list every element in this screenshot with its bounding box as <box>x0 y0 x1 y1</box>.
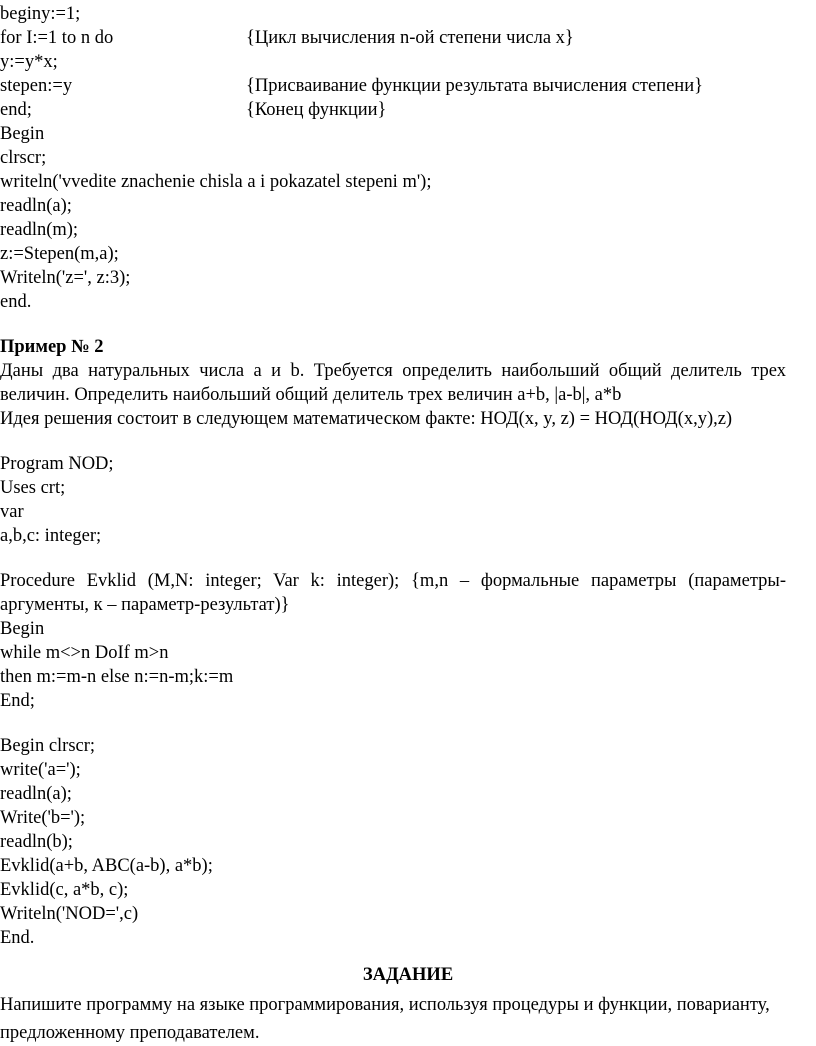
code-line: stepen:=y <box>0 76 73 96</box>
task-text-line: предложенному преподавателем. <box>0 1023 260 1043</box>
example-paragraph-line: величин. Определить наибольший общий делитель трех величин a+b, |a-b|, a*b <box>0 385 622 405</box>
example-heading: Пример № 2 <box>0 337 104 357</box>
example-paragraph-line: Даны два натуральных числа a и b. Требуется определить наибольший общий делитель трех <box>0 361 786 381</box>
code-line: Program NOD; <box>0 454 114 474</box>
code-line: readln(a); <box>0 784 72 804</box>
code-line: Uses crt; <box>0 478 66 498</box>
code-comment: {Цикл вычисления n-ой степени числа x} <box>246 28 574 48</box>
task-heading: ЗАДАНИЕ <box>362 965 454 985</box>
task-text-line: Напишите программу на языке программирования, используя процедуры и функции, поварианту, <box>0 995 770 1015</box>
code-line: Begin <box>0 124 45 144</box>
code-line: a,b,c: integer; <box>0 526 102 546</box>
code-line: for I:=1 to n do <box>0 28 114 48</box>
code-line: then m:=m-n else n:=n-m;k:=m <box>0 667 234 687</box>
code-line: Begin clrscr; <box>0 736 96 756</box>
code-line: beginy:=1; <box>0 4 81 24</box>
code-line: Evklid(a+b, ABC(a-b), a*b); <box>0 856 213 876</box>
code-line: Writeln('z=', z:3); <box>0 268 131 288</box>
code-line: y:=y*x; <box>0 52 58 72</box>
code-line: Write('b='); <box>0 808 86 828</box>
code-line: end. <box>0 292 32 312</box>
procedure-declaration: Procedure Evklid (M,N: integer; Var k: integer); {m,n – формальные параметры (параметры- <box>0 571 786 591</box>
example-paragraph-line: Идея решения состоит в следующем математическом факте: НОД(x, y, z) = НОД(НОД(x,y),z) <box>0 409 733 429</box>
code-line: clrscr; <box>0 148 47 168</box>
code-line: z:=Stepen(m,a); <box>0 244 119 264</box>
code-line: write('a='); <box>0 760 81 780</box>
code-line: Evklid(c, a*b, c); <box>0 880 129 900</box>
procedure-declaration-cont: аргументы, к – параметр-результат)} <box>0 595 290 615</box>
code-line: readln(m); <box>0 220 79 240</box>
code-line: readln(a); <box>0 196 72 216</box>
code-line: end; <box>0 100 32 120</box>
code-line: var <box>0 502 24 522</box>
code-line: writeln('vvedite znachenie chisla a i pokazatel stepeni m'); <box>0 172 432 192</box>
code-line: End; <box>0 691 35 711</box>
code-line: Begin <box>0 619 45 639</box>
code-line: readln(b); <box>0 832 73 852</box>
code-line: End. <box>0 928 35 948</box>
code-comment: {Конец функции} <box>246 100 387 120</box>
code-line: while m<>n DoIf m>n <box>0 643 169 663</box>
code-comment: {Присваивание функции результата вычисления степени} <box>246 76 703 96</box>
code-line: Writeln('NOD=',c) <box>0 904 139 924</box>
